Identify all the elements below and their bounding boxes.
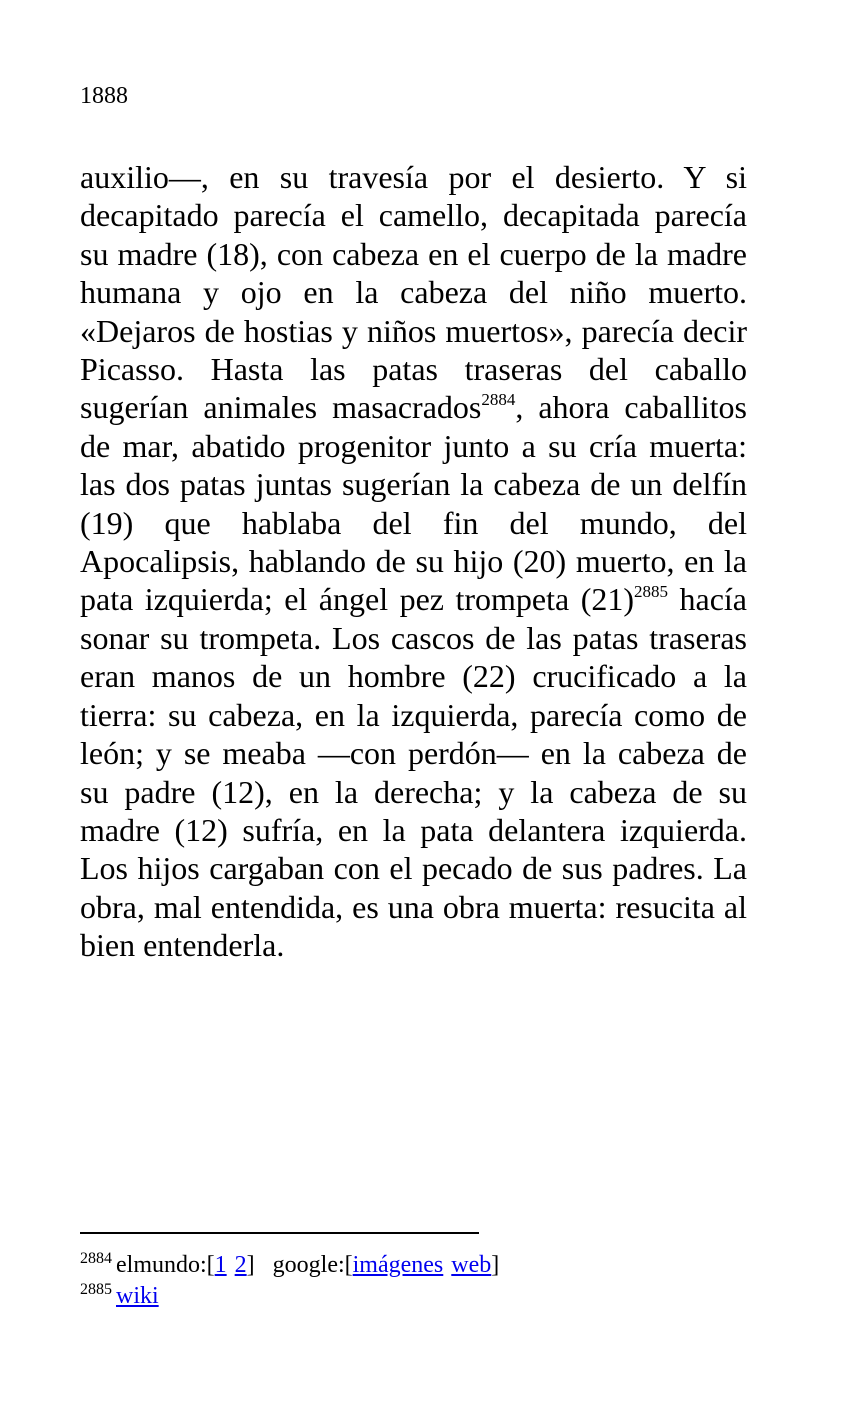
body-paragraph (80, 158, 747, 965)
footnote-link[interactable]: imágenes (352, 1252, 444, 1278)
footnote-link[interactable]: web (451, 1252, 492, 1278)
footnote-item (80, 1281, 780, 1312)
footnotes (80, 1250, 780, 1312)
page-number: 1888 (80, 83, 128, 109)
footnote-text: google:[ (272, 1252, 353, 1278)
body-text-segment: , ahora caballitos de mar, abatido progenitor junto a su cría muerta: las dos patas juntas sugerían la cabeza de un delfín (19) que hablaba del fin del mundo, del Apocalipsis, hablando de su hijo (20) muerto, en la pata izquierda; el ángel pez trompeta (21) (80, 389, 747, 618)
footnote-link[interactable]: 2 (234, 1252, 247, 1278)
body-text-segment: hacía sonar su trompeta. Los cascos de las patas traseras eran manos de un hombre (22) crucificado a la tierra: su cabeza, en la izquierda, parecía como de león; y se meaba —con perdón— en la cabeza de su padre (12), en la derecha; y la cabeza de su madre (12) sufría, en la pata delantera izquierda. Los hijos cargaban con el pecado de sus padres. La obra, mal entendida, es una obra muerta: resucita al bien entenderla. (80, 581, 748, 964)
footnote-divider (80, 1232, 479, 1234)
footnote-number: 2884 (80, 1250, 112, 1267)
footnote-text: ] (491, 1252, 500, 1278)
footnote-number: 2885 (80, 1281, 112, 1298)
footnote-text: elmundo:[ (116, 1252, 215, 1278)
footnote-reference[interactable]: 2884 (481, 390, 516, 410)
body-text-segment: auxilio—, en su travesía por el desierto. Y si decapitado parecía el camello, decapitada parecía su madre (18), con cabeza en el cuerpo de la madre humana y ojo en la cabeza del niño muerto. «Dejaros de hostias y niños muertos», parecía decir Picasso. Hasta las patas traseras del caballo sugerían animales masacrados (80, 159, 747, 426)
footnote-reference[interactable]: 2885 (634, 582, 669, 602)
footnote-link[interactable]: wiki (116, 1283, 159, 1309)
footnote-link[interactable]: 1 (214, 1252, 227, 1278)
footnote-item (80, 1250, 780, 1281)
footnote-text: ] (246, 1252, 255, 1278)
